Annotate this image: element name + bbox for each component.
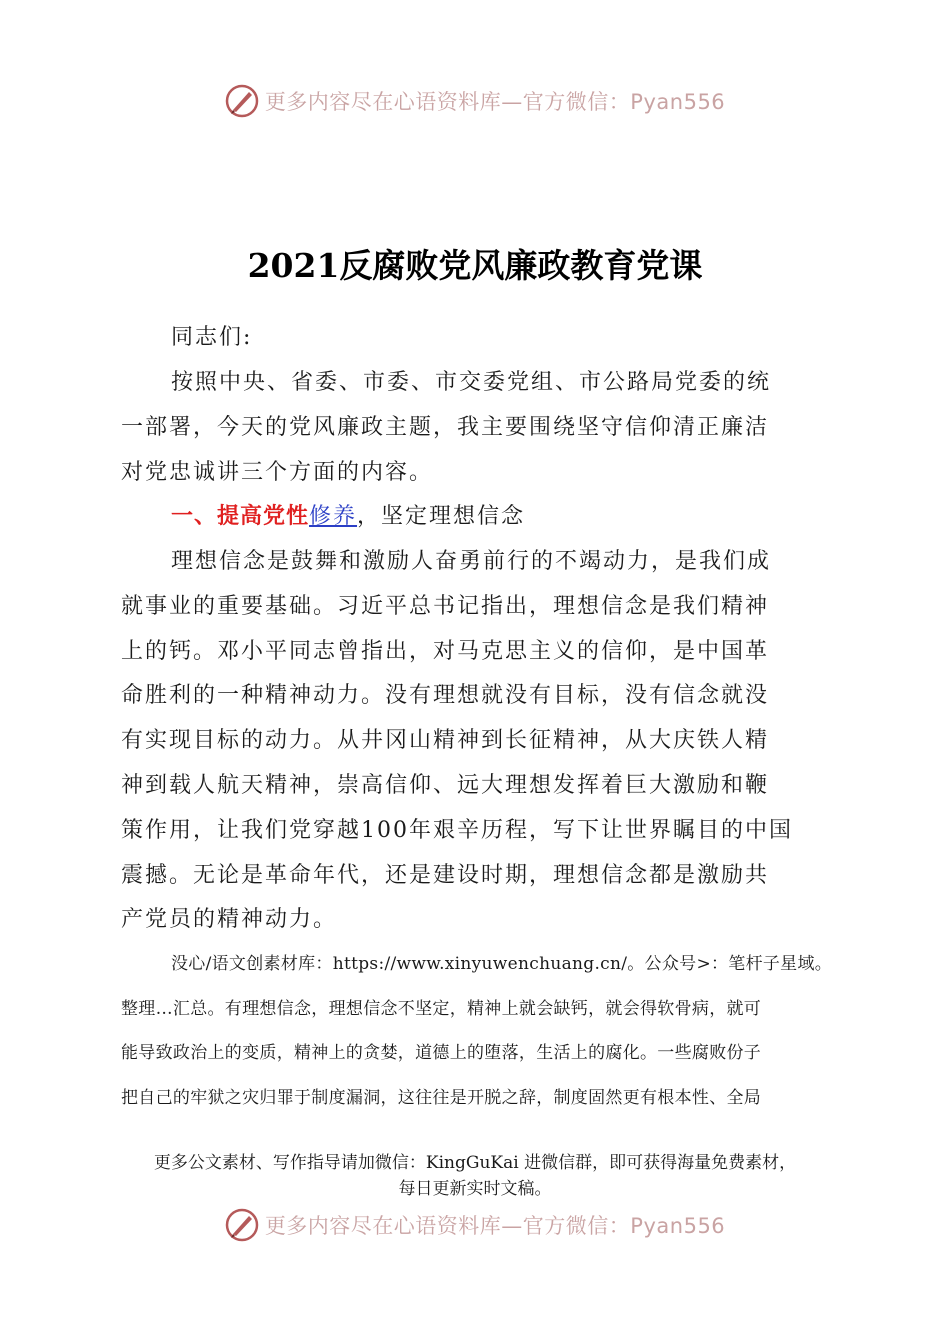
section-heading-link[interactable]: 修养 [309,504,358,529]
text-line: 震撼。无论是革命年代，还是建设时期，理想信念都是激励共 [121,862,770,888]
body-paragraph [121,540,833,943]
text-line: 按照中央、省委、市委、市交委党组、市公路局党委的统 [171,370,772,395]
text-line: 有实现目标的动力。从井冈山精神到长征精神，从大庆铁人精 [121,728,770,754]
text-line: 把自己的牢狱之灾归罪于制度漏洞，这往往是开脱之辞，制度固然更有根本性、全局 [121,1087,762,1108]
text-line: 没心/语文创素材库：https://www.xinyuwenchuang.cn/。公众号>：笔杆子星域。 [171,954,833,974]
text-line: 能导致政治上的变质，精神上的贪婪，道德上的堕落，生活上的腐化。一些腐败份子 [121,1043,762,1063]
quill-pen-logo-icon [225,1208,259,1242]
text-line: 产党员的精神动力。 [121,907,338,933]
greeting [121,316,833,361]
text-line: 上的钙。邓小平同志曾指出，对马克思主义的信仰，是中国革 [121,638,770,664]
footnote-line: 每日更新实时文稿。 [398,1179,552,1199]
banner-text: 更多内容尽在心语资料库—官方微信：Pyan556 [264,1214,726,1238]
banner-text: 更多内容尽在心语资料库—官方微信：Pyan556 [264,90,726,114]
section-heading-red: 一、提高党性 [171,504,310,529]
text-line: 就事业的重要基础。习近平总书记指出，理想信念是我们精神 [121,593,770,619]
text-line: 对党忠诚讲三个方面的内容。 [121,459,434,485]
header-banner [0,84,950,118]
document-title: 2021反腐败党风廉政教育党课 [247,246,703,285]
section-heading-rest: ，坚定理想信念 [357,504,526,529]
quill-pen-logo-icon [225,84,259,118]
intro-paragraph [121,361,833,495]
text-line: 整理…汇总。有理想信念，理想信念不坚定，精神上就会缺钙，就会得软骨病，就可 [121,998,762,1019]
footnote [0,1150,950,1202]
footnote-line: 更多公文素材、写作指导请加微信：KingGuKai 进微信群，即可获得海量免费素材， [153,1153,797,1173]
footer-banner [0,1208,950,1242]
text-line: 神到载人航天精神，崇高信仰、远大理想发挥着巨大激励和鞭 [121,772,770,798]
text-line: 命胜利的一种精神动力。没有理想就没有目标，没有信念就没 [121,683,770,709]
small-paragraph [121,942,841,1120]
text-line: 理想信念是鼓舞和激励人奋勇前行的不竭动力，是我们成 [171,549,772,574]
section-heading-line [121,495,833,540]
section-heading [121,495,833,540]
greeting-line: 同志们: [171,325,253,350]
text-line: 策作用，让我们党穿越100年艰辛历程，写下让世界瞩目的中国 [121,817,793,843]
text-line: 一部署，今天的党风廉政主题，我主要围绕坚守信仰清正廉洁 [121,414,770,440]
